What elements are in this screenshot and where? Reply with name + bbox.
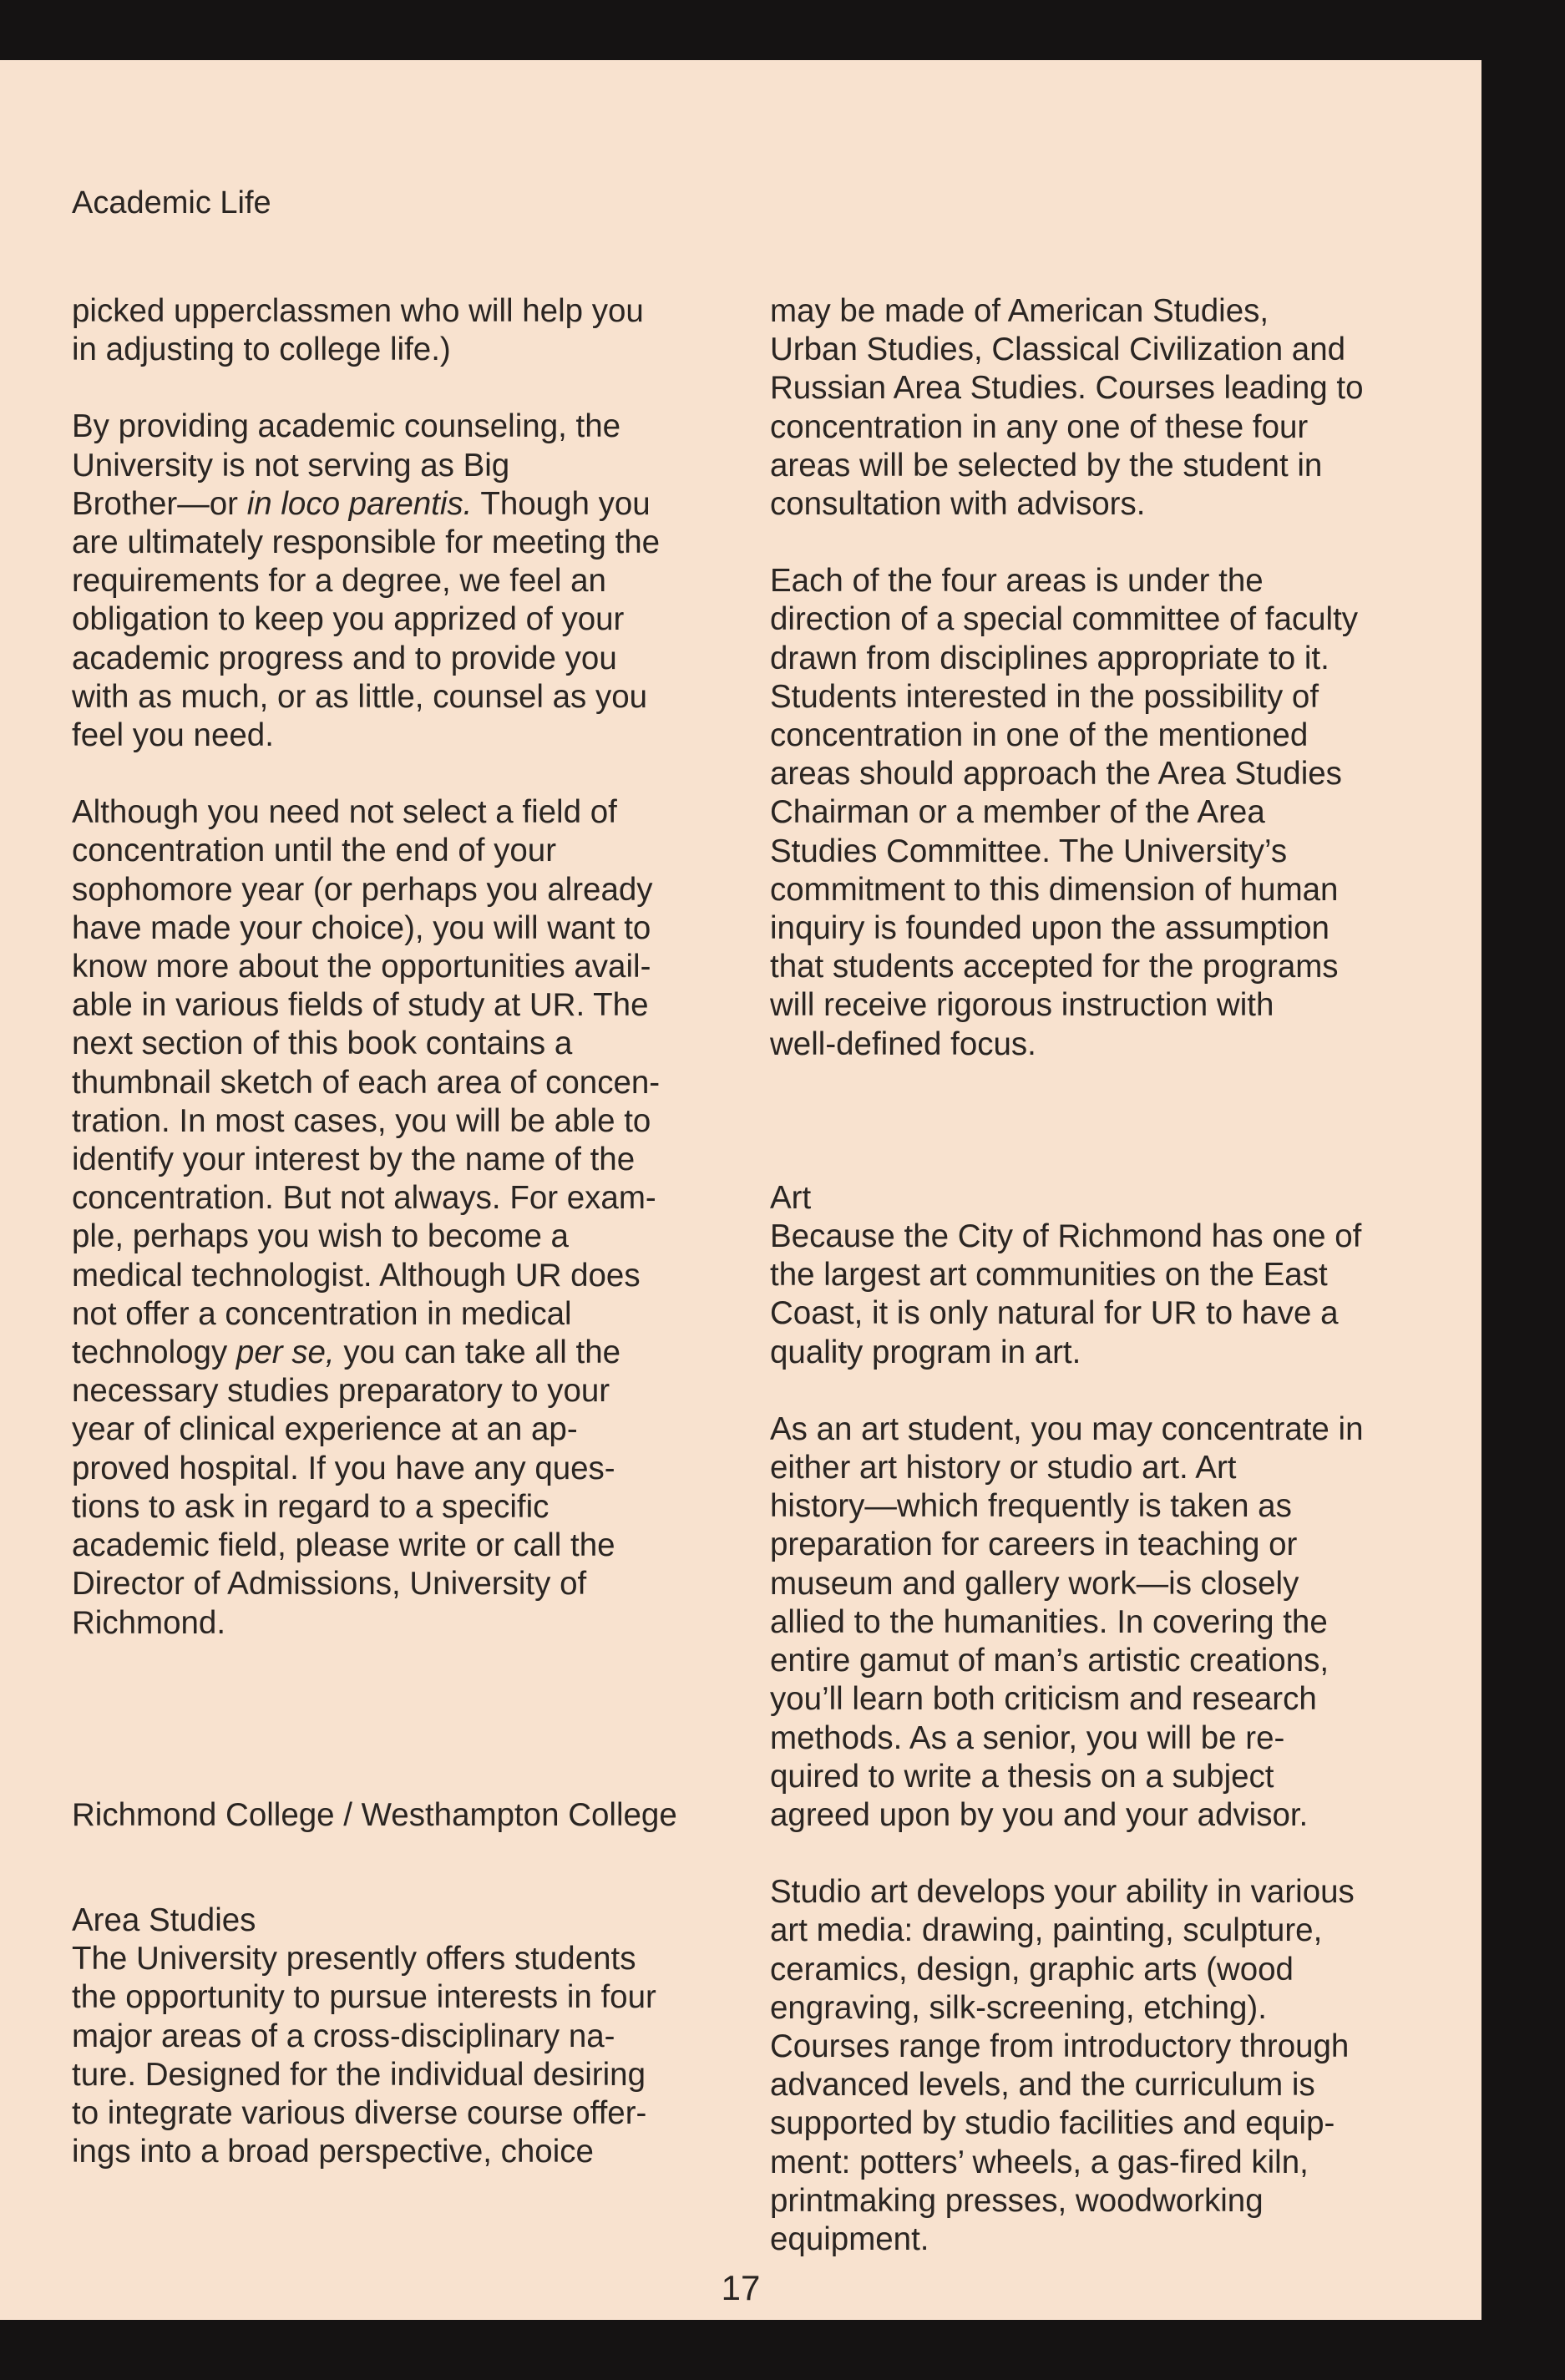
text-line: preparation for careers in teaching or <box>770 1527 1298 1563</box>
text-line: academic field, please write or call the <box>72 1527 615 1564</box>
text-line: feel you need. <box>72 717 274 754</box>
text-line: will receive rigorous instruction with <box>770 987 1274 1024</box>
text-line: not offer a concentration in medical <box>72 1295 572 1332</box>
text-line: concentration until the end of your <box>72 833 557 869</box>
text-line: drawn from disciplines appropriate to it. <box>770 640 1329 676</box>
text-line: may be made of American Studies, <box>770 293 1269 329</box>
spacer <box>72 1681 740 1796</box>
paragraph-studio-art <box>770 1873 1455 2259</box>
page-number: 17 <box>721 2268 761 2307</box>
text-line: requirements for a degree, we feel an <box>72 563 606 600</box>
paragraph-area-studies <box>72 1940 740 2171</box>
subheading-art: Art <box>770 1179 812 1216</box>
document-page <box>0 60 1481 2320</box>
text-line: tration. In most cases, you will be able to <box>72 1102 651 1139</box>
text-line: necessary studies preparatory to your <box>72 1373 610 1410</box>
text-line: Students interested in the possibility of <box>770 678 1319 715</box>
text-line: museum and gallery work—is closely <box>770 1565 1299 1602</box>
text-line: Russian Area Studies. Courses leading to <box>770 370 1364 407</box>
text-line: art media: drawing, painting, sculpture, <box>770 1912 1323 1949</box>
text-line: areas should approach the Area Studies <box>770 756 1342 792</box>
text-line: identify your interest by the name of the <box>72 1142 636 1178</box>
text-line: advanced levels, and the curriculum is <box>770 2067 1315 2104</box>
section-title: Richmond College / Westhampton College <box>72 1796 677 1833</box>
text-line: academic progress and to provide you <box>72 640 617 676</box>
text-line: printmaking presses, woodworking <box>770 2182 1264 2219</box>
text-line: By providing academic counseling, the <box>72 408 621 445</box>
text-line: equipment. <box>770 2220 929 2257</box>
text-line: with as much, or as little, counsel as you <box>72 678 648 715</box>
paragraph-committees <box>770 562 1455 1064</box>
text-line: As an art student, you may concentrate in <box>770 1410 1364 1447</box>
text-line: able in various fields of study at UR. The <box>72 987 649 1024</box>
text-line: either art history or studio art. Art <box>770 1450 1237 1486</box>
text-line: medical technologist. Although UR does <box>72 1257 641 1294</box>
text-line: Richmond. <box>72 1604 226 1641</box>
text-line: University is not serving as Big <box>72 447 510 484</box>
subheading-area-studies: Area Studies <box>72 1901 256 1938</box>
spacer <box>770 1102 1455 1179</box>
text-line: in adjusting to college life.) <box>72 332 451 368</box>
text-line: ings into a broad perspective, choice <box>72 2134 594 2170</box>
text-line: direction of a special committee of faculty <box>770 601 1359 638</box>
right-column <box>770 292 1455 2297</box>
text-line: next section of this book contains a <box>72 1025 573 1062</box>
text-line: ment: potters’ wheels, a gas-fired kiln, <box>770 2144 1309 2180</box>
text-line: inquiry is founded upon the assumption <box>770 910 1329 947</box>
text-line: The University presently offers students <box>72 1941 636 1977</box>
text-line: have made your choice), you will want to <box>72 909 651 946</box>
text-line: are ultimately responsible for meeting the <box>72 524 661 561</box>
italic-phrase: per se, <box>236 1334 335 1371</box>
text-line: know more about the opportunities avail- <box>72 949 651 985</box>
text-run: Brother—or <box>72 485 247 522</box>
text-line: Although you need not select a field of <box>72 794 617 831</box>
text-line: Chairman or a member of the Area <box>770 794 1265 831</box>
text-line: Urban Studies, Classical Civilization and <box>770 332 1346 368</box>
text-line: the opportunity to pursue interests in four <box>72 1979 656 2016</box>
paragraph-counselors <box>72 292 740 369</box>
text-line: year of clinical experience at an ap- <box>72 1411 578 1448</box>
text-line: well-defined focus. <box>770 1025 1036 1062</box>
text-line: Courses range from introductory through <box>770 2028 1350 2064</box>
text-run: you can take all the <box>334 1334 621 1371</box>
text-run: technology <box>72 1334 236 1371</box>
text-line: sophomore year (or perhaps you already <box>72 871 653 908</box>
text-line: Studies Committee. The University’s <box>770 833 1288 869</box>
text-line: concentration in one of the mentioned <box>770 717 1309 754</box>
text-line <box>72 1334 740 1372</box>
left-column <box>72 292 740 2210</box>
text-line: proved hospital. If you have any ques- <box>72 1450 615 1486</box>
italic-phrase: in loco parentis. <box>246 485 473 522</box>
text-line: thumbnail sketch of each area of concen- <box>72 1064 661 1101</box>
paragraph-art-intro <box>770 1218 1455 1372</box>
text-line: entire gamut of man’s artistic creations, <box>770 1643 1329 1679</box>
text-line: the largest art communities on the East <box>770 1257 1328 1294</box>
text-run: Though you <box>472 485 651 522</box>
text-line: Coast, it is only natural for UR to have a <box>770 1295 1339 1332</box>
text-line: commitment to this dimension of human <box>770 871 1339 908</box>
text-line: methods. As a senior, you will be re- <box>770 1719 1285 1756</box>
text-line: consultation with advisors. <box>770 486 1146 523</box>
text-line: obligation to keep you apprized of your <box>72 601 625 638</box>
running-header: Academic Life <box>72 185 271 220</box>
text-line: areas will be selected by the student in <box>770 447 1323 484</box>
paragraph-art-history <box>770 1410 1455 1835</box>
text-line: quired to write a thesis on a subject <box>770 1758 1274 1795</box>
text-line: ceramics, design, graphic arts (wood <box>770 1951 1294 1988</box>
paragraph-field-of-concentration <box>72 793 740 1642</box>
text-line: Because the City of Richmond has one of <box>770 1218 1362 1255</box>
text-line: that students accepted for the programs <box>770 949 1339 985</box>
text-line: picked upperclassmen who will help you <box>72 293 644 329</box>
paragraph-area-options <box>770 292 1455 524</box>
text-line: tions to ask in regard to a specific <box>72 1488 550 1525</box>
text-line: history—which frequently is taken as <box>770 1488 1292 1525</box>
text-line: Studio art develops your ability in various <box>770 1874 1355 1911</box>
text-line: major areas of a cross-disciplinary na- <box>72 2018 615 2054</box>
text-line: concentration. But not always. For exam- <box>72 1180 656 1217</box>
spacer <box>72 1835 740 1901</box>
text-line: supported by studio facilities and equip- <box>770 2105 1335 2142</box>
text-line: allied to the humanities. In covering the <box>770 1603 1328 1640</box>
text-line: to integrate various diverse course offer- <box>72 2094 647 2131</box>
text-line: ture. Designed for the individual desiring <box>72 2056 646 2093</box>
text-line: Director of Admissions, University of <box>72 1566 587 1603</box>
text-line: quality program in art. <box>770 1334 1081 1370</box>
text-line: concentration in any one of these four <box>770 408 1309 445</box>
text-line <box>72 485 740 524</box>
text-line: engraving, silk-screening, etching). <box>770 1989 1267 2026</box>
text-line: ple, perhaps you wish to become a <box>72 1218 569 1255</box>
paragraph-academic-counseling <box>72 408 740 755</box>
text-line: Each of the four areas is under the <box>770 563 1264 600</box>
text-line: you’ll learn both criticism and research <box>770 1681 1317 1718</box>
text-line: agreed upon by you and your advisor. <box>770 1796 1309 1833</box>
